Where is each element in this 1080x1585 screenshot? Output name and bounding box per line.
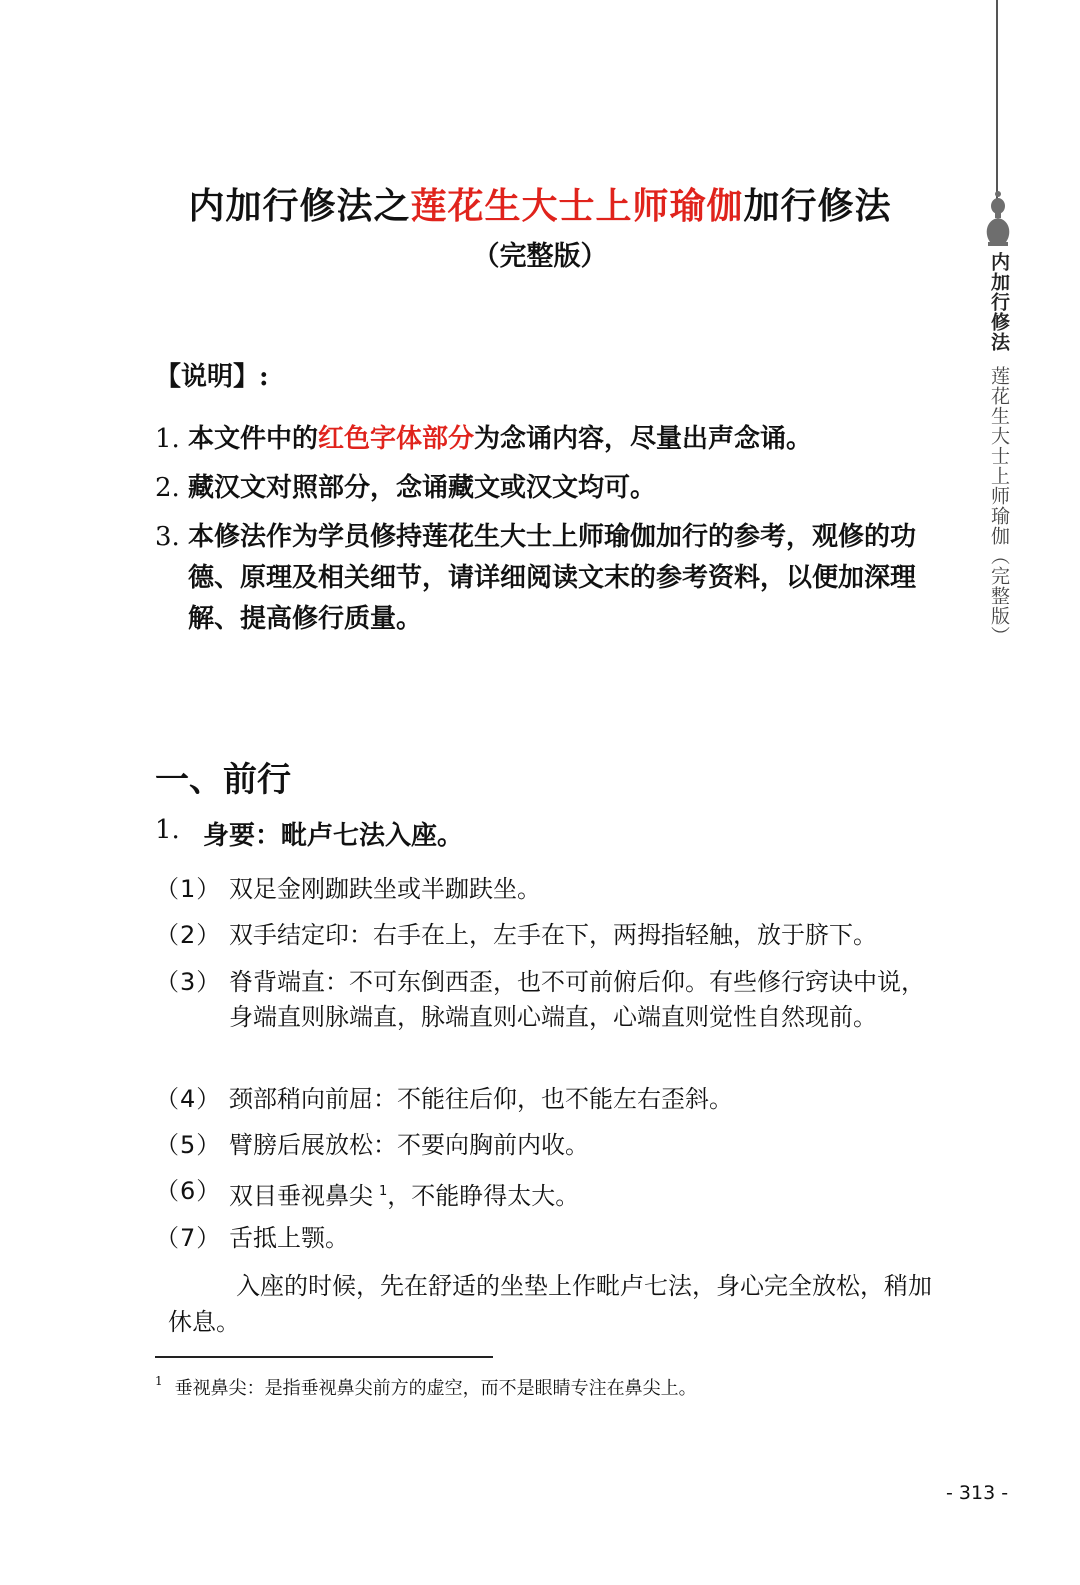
point-number: （2） — [155, 921, 222, 949]
point-text: 臂膀后展放松：不要向胸前内收。 — [229, 1131, 589, 1159]
title-part-2: 加行修法 — [743, 185, 892, 227]
note-item — [155, 517, 945, 640]
point-text — [229, 1174, 945, 1214]
document-title — [0, 178, 1080, 229]
point-text-a: 双目垂视鼻尖 — [229, 1182, 373, 1210]
requirement-text: 身要：毗卢七法入座。 — [203, 821, 464, 851]
note-text-red: 红色字体部分 — [318, 424, 475, 454]
point-text: 舌抵上颚。 — [229, 1224, 349, 1252]
point-text: 双足金刚跏趺坐或半跏趺坐。 — [229, 875, 541, 903]
note-text: 藏汉文对照部分，念诵藏文或汉文均可。 — [188, 473, 657, 503]
footnote-text: 垂视鼻尖：是指垂视鼻尖前方的虚空，而不是眼睛专注在鼻尖上。 — [174, 1378, 697, 1399]
requirement-number: 1. — [155, 815, 180, 845]
notes-heading: 【说明】: — [155, 362, 269, 392]
point-number: （1） — [155, 875, 222, 903]
point-text: 双手结定印：右手在上，左手在下，两拇指轻触，放于脐下。 — [229, 921, 877, 949]
margin-title-part-a: 内加行修法 — [988, 252, 1010, 352]
note-text-b: 为念诵内容，尽量出声念诵。 — [474, 424, 813, 454]
note-number: 1. — [155, 424, 180, 454]
note-text — [188, 419, 945, 460]
footnote-divider — [155, 1356, 493, 1358]
point-text-b: ，不能睁得太大。 — [387, 1182, 580, 1210]
document-subtitle: （完整版） — [472, 241, 608, 272]
note-text-a: 本文件中的 — [188, 424, 319, 454]
margin-title-part-b: 莲花生大士上师瑜伽（完整版） — [988, 366, 1010, 646]
point-number: （7） — [155, 1224, 222, 1252]
footnote-number: 1 — [155, 1374, 163, 1388]
note-number: 3. — [155, 522, 180, 552]
point-text: 颈部稍向前屈：不能往后仰，也不能左右歪斜。 — [229, 1085, 733, 1113]
page-number: - 313 - — [946, 1482, 1009, 1504]
point-number: （4） — [155, 1085, 222, 1113]
note-text: 本修法作为学员修持莲花生大士上师瑜伽加行的参考，观修的功德、原理及相关细节，请详细阅读文末的参考资料，以便加深理解、提高修行质量。 — [188, 522, 917, 634]
posture-point — [155, 1221, 945, 1256]
posture-point — [155, 965, 945, 1035]
closing-paragraph: 入座的时候，先在舒适的坐垫上作毗卢七法，身心完全放松，稍加休息。 — [168, 1272, 932, 1336]
body-requirement-heading — [155, 815, 463, 852]
note-item — [155, 419, 945, 460]
title-red-part: 莲花生大士上师瑜伽 — [410, 185, 744, 227]
point-number: （6） — [155, 1177, 222, 1205]
footnote-ref[interactable]: 1 — [379, 1184, 388, 1199]
posture-point — [155, 918, 945, 953]
footnote — [155, 1374, 697, 1400]
section-title: 一、前行 — [155, 760, 291, 800]
point-number: （5） — [155, 1131, 222, 1159]
margin-running-title — [986, 252, 1012, 646]
posture-point — [155, 1082, 945, 1117]
point-text: 脊背端直：不可东倒西歪，也不可前俯后仰。有些修行窍诀中说，身端直则脉端直，脉端直则心端直，心端直则觉性自然现前。 — [229, 968, 925, 1031]
note-item — [155, 468, 945, 509]
posture-point — [155, 1174, 945, 1214]
posture-point — [155, 872, 945, 907]
posture-point — [155, 1128, 945, 1163]
point-number: （3） — [155, 968, 222, 996]
note-number: 2. — [155, 473, 180, 503]
title-part-1: 内加行修法之 — [188, 185, 411, 227]
